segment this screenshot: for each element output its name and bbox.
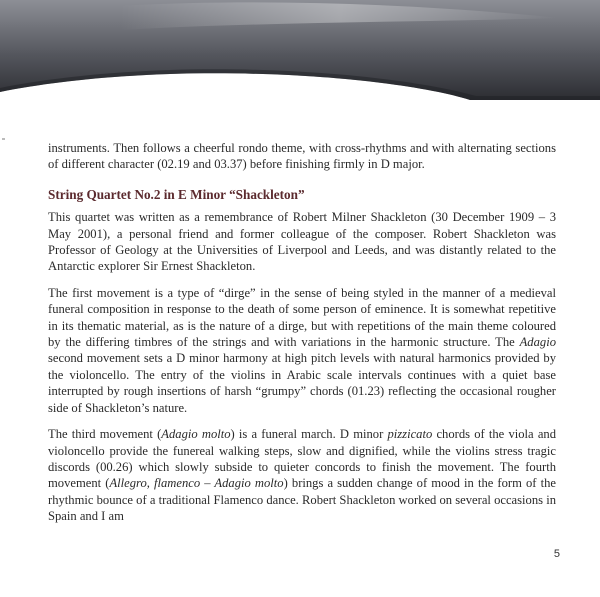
- banner-graphic: [0, 0, 600, 100]
- scan-mark: [2, 138, 5, 140]
- italic-term: Allegro, flamenco – Adagio molto: [109, 476, 284, 491]
- italic-term: pizzicato: [387, 427, 433, 442]
- paragraph-rondo: instruments. Then follows a cheerful rondo theme, with cross-rhythms and with alternating sections of different character (02.19 and 03.37) before finishing firmly in D major.: [48, 141, 556, 172]
- text-span: ): [283, 476, 292, 491]
- paragraph-dedication: This quartet was written as a remembrance of Robert Milner Shackleton (30 December 1909 – 3 May 2001), a personal friend and former colleague of the composer. Robert Shackleton was Professor of Geology at the Universities of Liverpool and Leeds, and was distantly related to the Antarctic explorer Sir Ernest Shackleton.: [48, 210, 556, 274]
- section-heading: String Quartet No.2 in E Minor “Shackleton”: [48, 186, 305, 202]
- italic-term: Adagio molto: [161, 427, 231, 442]
- text-span: brings a sudden change of mood in the form of the rhythmic bounce of a traditional Flamenco dance. Robert Shackleton worked on several occasions in Spain and I am: [48, 476, 556, 524]
- document-body: [48, 140, 556, 535]
- paragraph-first-movement: [48, 285, 556, 416]
- paragraph-third-movement: [48, 426, 556, 524]
- text-span: The third movement (: [48, 427, 162, 442]
- text-span: The first movement is a type of “dirge” in the sense of being styled in the manner of a medieval funeral composition in response to the death of some person of eminence. It is somewhat repetitive in its thematic material, as is the nature of a dirge, but with repetitions of the main theme coloured by the differing timbres of the strings and with variations in the harmonic structure. The: [48, 285, 556, 350]
- text-span: ) is a funeral march. D minor: [230, 427, 388, 442]
- page-number: 5: [553, 548, 560, 560]
- header-banner: [0, 0, 600, 100]
- text-span: chords of the viola and violoncello provide the funereal walking steps, slow and dignified, while the violins stress tragic discords (00.26) which slowly subside to quieter concords to finish the movement. The fourth movement (: [48, 427, 557, 491]
- italic-term: Adagio: [519, 335, 556, 350]
- text-span: harmony at high pitch levels with natural harmonics provided by the violoncello. The entry of the violins in Arabic scale intervals continues with a quiet base interrupted by rough insertions of harsh “grumpy” chords (01.23) reflecting the occasional rougher side of Shackleton’s nature.: [48, 351, 557, 415]
- text-span: second movement sets a D minor: [48, 351, 224, 366]
